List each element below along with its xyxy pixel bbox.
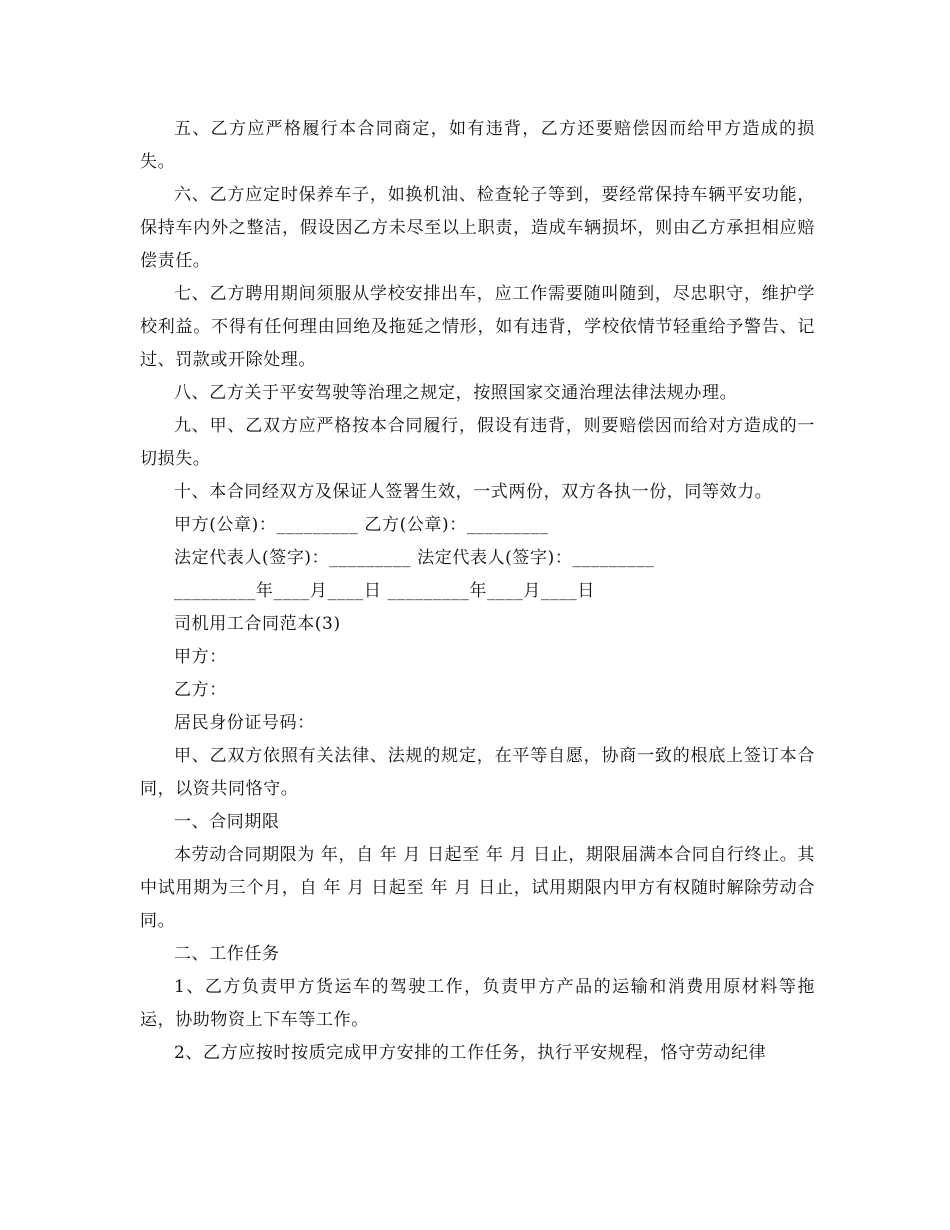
party-a-label: 甲方： bbox=[174, 647, 227, 667]
clause-10: 十、本合同经双方及保证人签署生效，一式两份，双方各执一份，同等效力。 bbox=[174, 482, 773, 502]
representative-signature-line: 法定代表人(签字)：_________ 法定代表人(签字)：_________ bbox=[174, 548, 655, 568]
clause-5: 五、乙方应严格履行本合同商定，如有违背，乙方还要赔偿因而给甲方造成的损失。 bbox=[140, 119, 815, 172]
clause-9: 九、甲、乙双方应严格按本合同履行，假设有违背，则要赔偿因而给对方造成的一切损失。 bbox=[140, 416, 815, 469]
seal-line: 甲方(公章)：_________ 乙方(公章)：_________ bbox=[174, 515, 549, 535]
date-line: _________年____月____日 _________年____月____日 bbox=[174, 581, 596, 601]
intro-paragraph: 甲、乙双方依照有关法律、法规的规定，在平等自愿，协商一致的根底上签订本合同，以资共同恪守。 bbox=[140, 746, 815, 799]
clause-8: 八、乙方关于平安驾驶等治理之规定，按照国家交通治理法律法规办理。 bbox=[174, 383, 738, 403]
clause-7: 七、乙方聘用期间须服从学校安排出车，应工作需要随叫随到，尽忠职守，维护学校利益。不得有任何理由回绝及拖延之情形，如有违背，学校依情节轻重给予警告、记过、罚款或开除处理。 bbox=[140, 284, 815, 370]
party-b-label: 乙方： bbox=[174, 680, 227, 700]
section-title: 司机用工合同范本(3) bbox=[174, 614, 341, 634]
document-body bbox=[140, 113, 815, 1070]
heading-work-tasks: 二、工作任务 bbox=[174, 944, 280, 964]
heading-contract-term: 一、合同期限 bbox=[174, 812, 280, 832]
clause-6: 六、乙方应定时保养车子，如换机油、检查轮子等到，要经常保持车辆平安功能，保持车内外之整洁，假设因乙方未尽至以上职责，造成车辆损坏，则由乙方承担相应赔偿责任。 bbox=[140, 185, 815, 271]
id-number-label: 居民身份证号码： bbox=[174, 713, 315, 733]
task-1-paragraph: 1、乙方负责甲方货运车的驾驶工作，负责甲方产品的运输和消费用原材料等拖运，协助物资上下车等工作。 bbox=[140, 977, 815, 1030]
task-2-paragraph: 2、乙方应按时按质完成甲方安排的工作任务，执行平安规程，恪守劳动纪律 bbox=[174, 1043, 767, 1063]
term-paragraph: 本劳动合同期限为 年，自 年 月 日起至 年 月 日止，期限届满本合同自行终止。其中试用期为三个月，自 年 月 日起至 年 月 日止，试用期限内甲方有权随时解除劳动合同。 bbox=[140, 845, 815, 931]
